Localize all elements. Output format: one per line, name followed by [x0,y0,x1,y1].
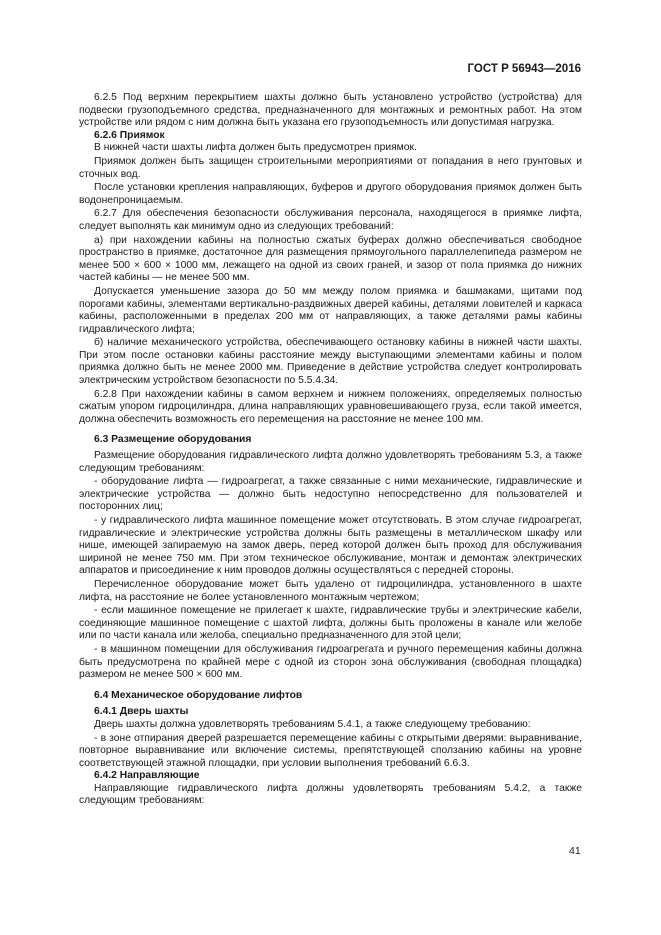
list-item: - в зоне отпирания дверей разрешается перемещение кабины с открытыми дверями: выравнивание, повторное выравнивание или включение системы, препятствующей сползанию кабины на уровне соответствующей этажной площадки, при условии выполнения требований 6.6.3. [79,732,582,769]
clause-6-2-8: 6.2.8 При нахождении кабины в самом верхнем и нижнем положениях, определяемых полностью сжатым упором гидроцилиндра, длина направляющих уравновешивающего груза, если такой имеется, должна обеспечить возможность его перемещения на расстояние не менее 100 мм. [79,388,582,425]
heading-6-4: 6.4 Механическое оборудование лифтов [94,689,303,701]
paragraph: Перечисленное оборудование может быть удалено от гидроцилиндра, установленного в шахте лифта, на расстояние не более установленного монтажным чертежом; [79,578,582,603]
heading-6-4-1: 6.4.1 Дверь шахты [94,706,189,718]
body-text [79,92,582,808]
paragraph: Размещение оборудования гидравлического лифта должно удовлетворять требованиям 5.3, а также следующим требованиям: [79,450,582,474]
paragraph: Приямок должен быть защищен строительными мероприятиями от попадания в него грунтовых и сточных вод. [79,155,582,180]
list-item: - если машинное помещение не прилегает к шахте, гидравлические трубы и электрические кабели, соединяющие машинное помещение с шахтой лифта, должны быть проложены в канале или желобе или по части канала или желоба, специально предназначенного для этой цели; [79,605,582,642]
paragraph: Допускается уменьшение зазора до 50 мм между полом приямка и башмаками, щитами под порогами кабины, элементами вертикально-раздвижных дверей кабины, деталями ловителей и каркаса кабины, расположенными в пределах 200 мм от направляющих, а также деталями рамы кабины гидравлического лифта; [79,285,582,335]
list-item: - в машинном помещении для обслуживания гидроагрегата и ручного перемещения кабины должна быть предусмотрена по крайней мере с одной из сторон зона обслуживания (свободная площадка) размером не менее 500 × 600 мм. [79,643,582,681]
heading-6-3: 6.3 Размещение оборудования [94,434,252,446]
clause-6-2-7: 6.2.7 Для обеспечения безопасности обслуживания персонала, находящегося в приямке лифта, следует выполнять как минимум одно из следующих требований: [79,208,582,232]
standard-designation: ГОСТ Р 56943—2016 [467,63,581,75]
paragraph: В нижней части шахты лифта должен быть предусмотрен приямок. [94,142,417,154]
list-item: - оборудование лифта — гидроагрегат, а также связанные с ними механические, гидравлические и электрические устройства — должно быть недоступно непосредственно для пользователей и посторонних лиц; [79,476,582,513]
paragraph: Направляющие гидравлического лифта должны удовлетворять требованиям 5.4.2, а также следующим требованиям: [79,782,582,807]
list-item: - у гидравлического лифта машинное помещение может отсутствовать. В этом случае гидроагрегат, гидравлические и электрические устройства должны быть размещены в металлическом шкафу или нише, имеющей запираемую на замок дверь, перед которой должен быть проход для обслуживания шириной не менее 750 мм. При этом техническое обслуживание, монтаж и демонтаж электрических аппаратов и присоединение к ним проводов должны осуществляться с передней стороны. [79,515,582,577]
list-item-a: а) при нахождении кабины на полностью сжатых буферах должно обеспечиваться свободное пространство в приямке, достаточное для размещения прямоугольного параллелепипеда размером не менее 500 × 600 × 1000 мм, лежащего на одной из своих граней, и зазор от пола приямка до нижних частей кабины — не менее 500 мм. [79,234,582,284]
heading-6-2-6: 6.2.6 Приямок [94,129,165,141]
clause-6-2-5: 6.2.5 Под верхним перекрытием шахты должно быть установлено устройство (устройства) для подвески грузоподъемного средства, предназначенного для монтажных и ремонтных работ. На этом устройстве или рядом с ним должна быть указана его грузоподъемность или допустимая нагрузка. [79,92,582,129]
list-item-b: б) наличие механического устройства, обеспечивающего остановку кабины в нижней части шахты. При этом после остановки кабины расстояние между выступающими элементами кабины и полом приямка должно быть не менее 2000 мм. Приведение в действие устройства следует контролировать электрическим устройством безопасности по 5.5.4.34. [79,337,582,387]
paragraph: После установки крепления направляющих, буферов и другого оборудования приямок должен быть водонепроницаемым. [79,182,582,206]
heading-6-4-2: 6.4.2 Направляющие [94,770,200,782]
page-number: 41 [569,845,581,857]
paragraph: Дверь шахты должна удовлетворять требованиям 5.4.1, а также следующему требованию: [94,718,531,730]
